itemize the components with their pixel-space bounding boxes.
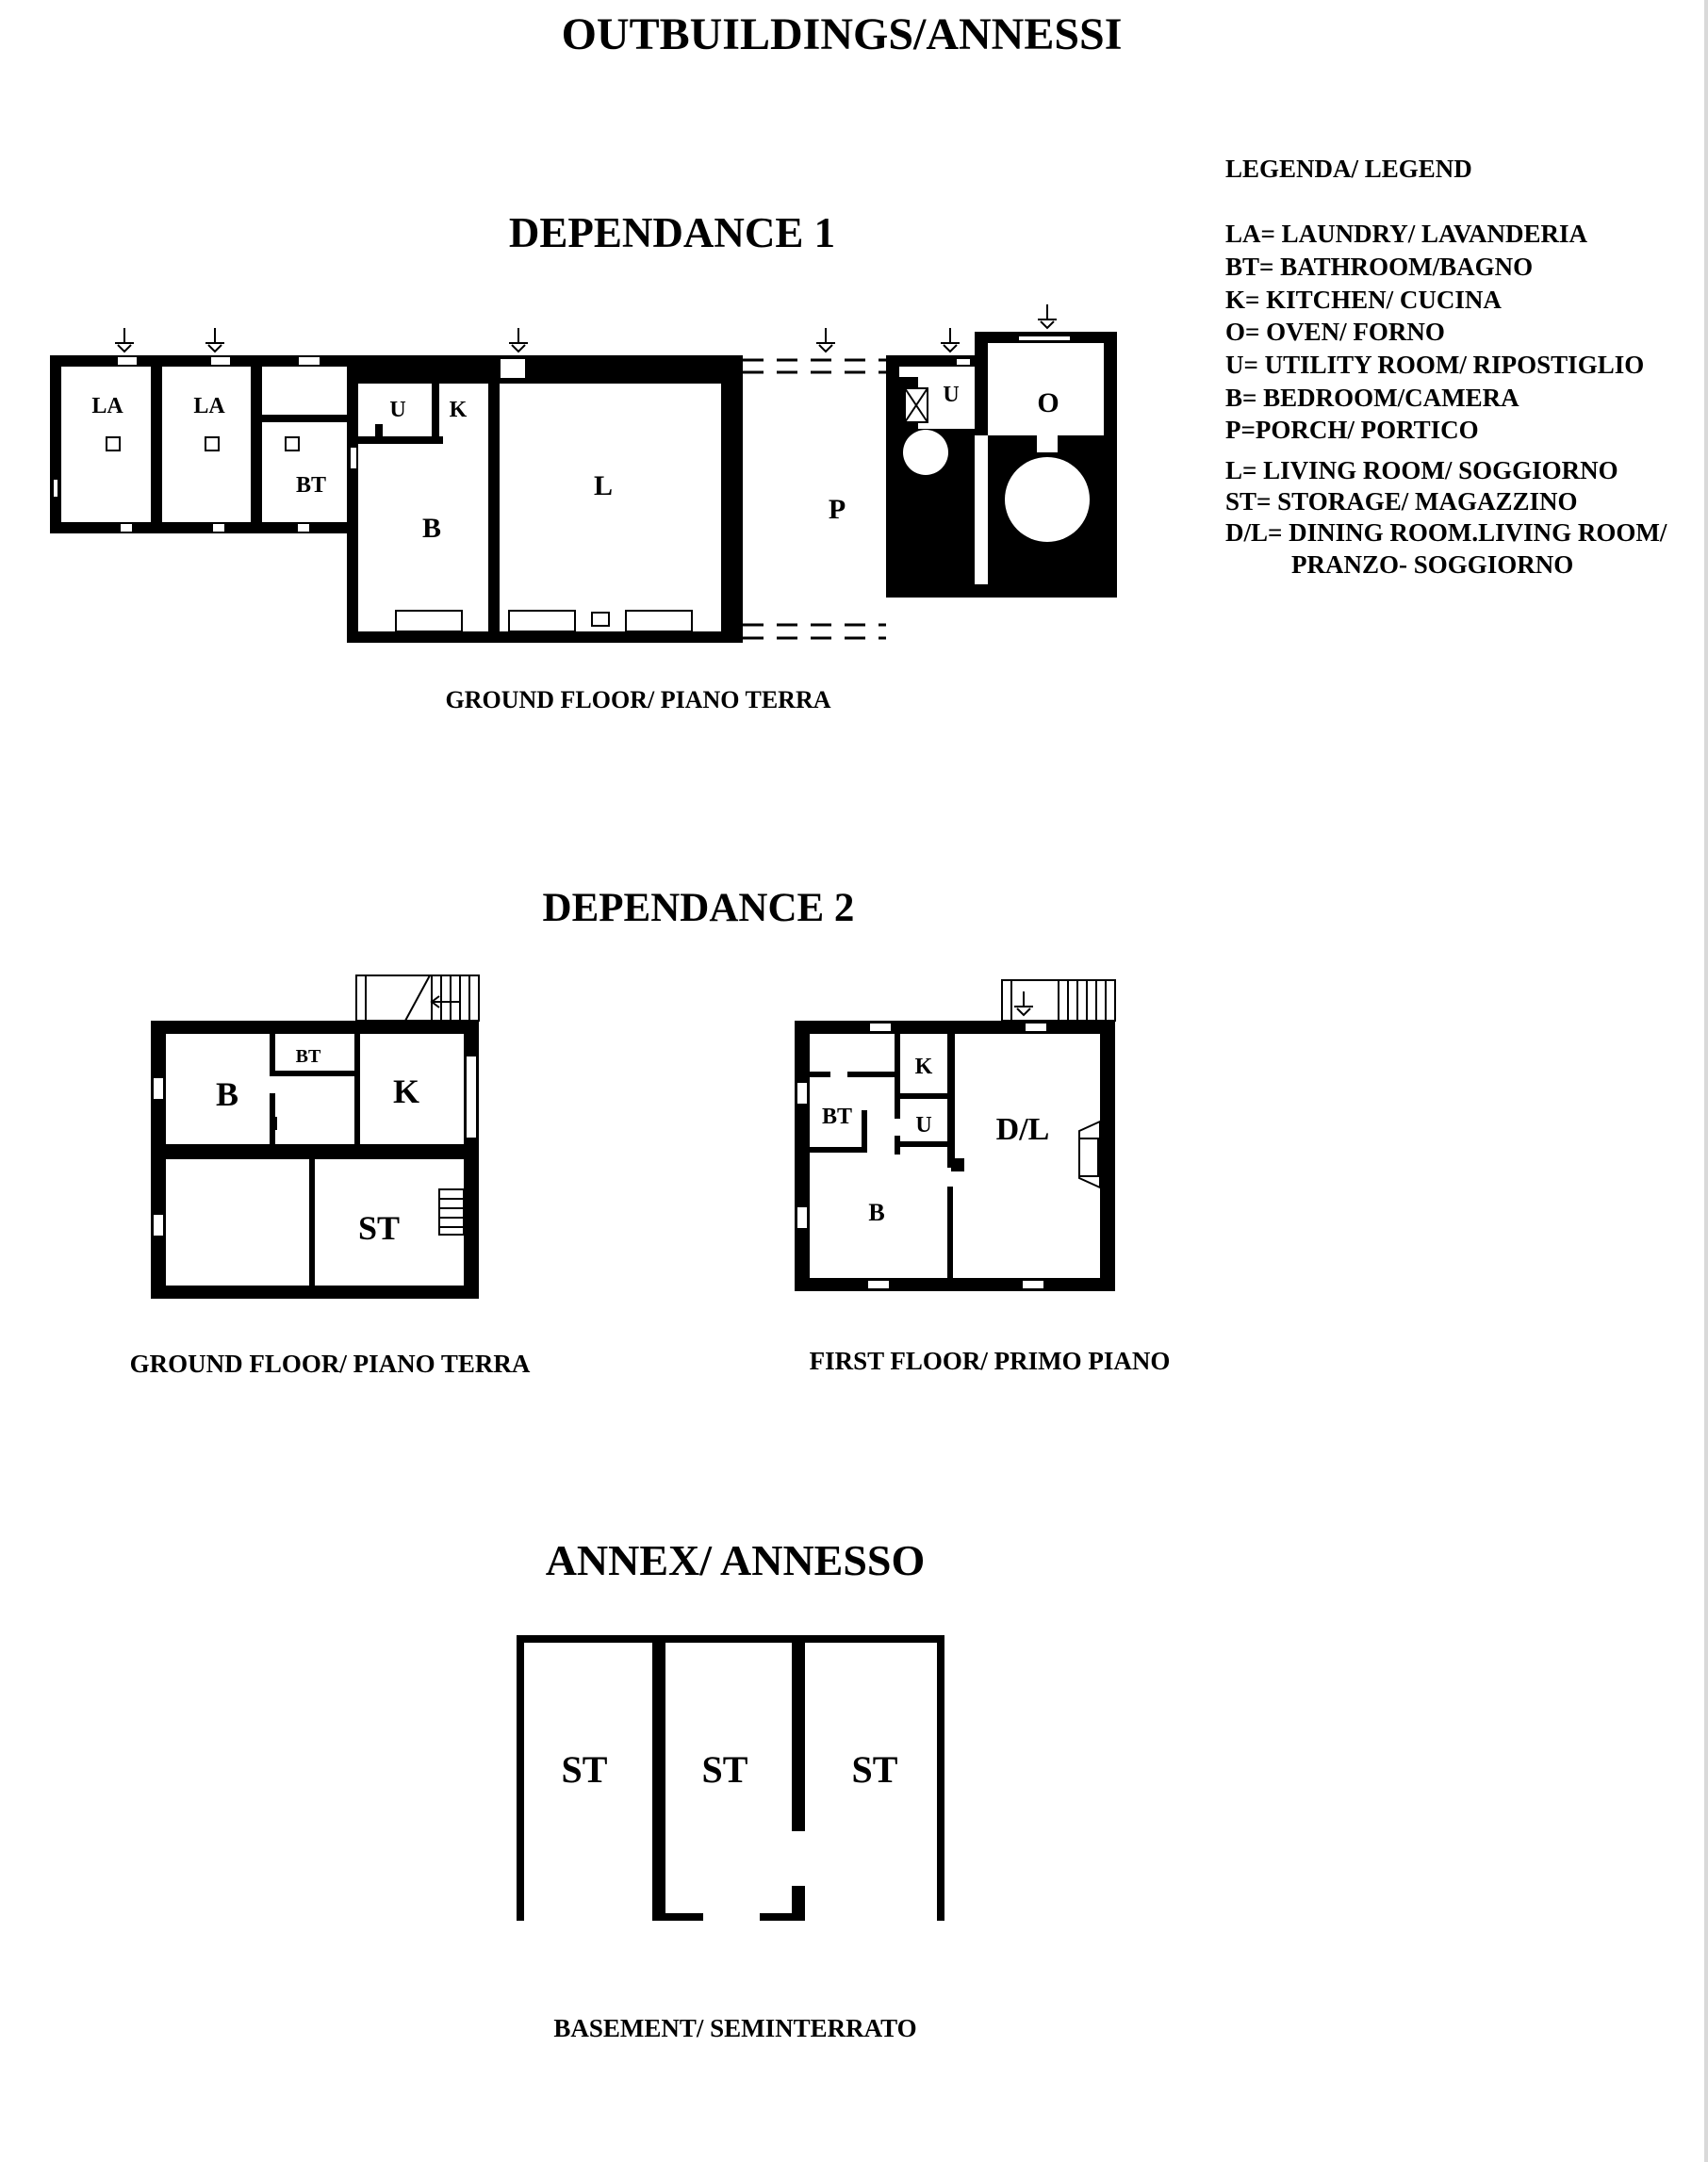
- room-label: ST: [357, 1209, 401, 1247]
- room-label: K: [914, 1055, 933, 1079]
- legend-entry: L= LIVING ROOM/ SOGGIORNO: [1225, 456, 1618, 484]
- dependance2-title: DEPENDANCE 2: [542, 886, 855, 930]
- legend-entry: P=PORCH/ PORTICO: [1225, 416, 1479, 444]
- legend-entry: ST= STORAGE/ MAGAZZINO: [1225, 487, 1578, 516]
- annex-plan: [517, 1536, 944, 2042]
- room-label: B: [215, 1075, 239, 1113]
- room-label: BT: [295, 1046, 321, 1067]
- room-label: U: [915, 1113, 932, 1138]
- room-label: B: [868, 1199, 885, 1226]
- room-label: ST: [851, 1748, 898, 1791]
- room-label: O: [1037, 387, 1059, 418]
- room-label: B: [421, 513, 442, 544]
- room-label: BT: [821, 1105, 853, 1129]
- room-label: U: [389, 398, 406, 422]
- room-label: ST: [701, 1748, 748, 1791]
- dependance1-title: DEPENDANCE 1: [508, 209, 836, 256]
- legend-entry: PRANZO- SOGGIORNO: [1291, 550, 1574, 579]
- annex-floor-label: BASEMENT/ SEMINTERRATO: [553, 2014, 917, 2042]
- annex-title: ANNEX/ ANNESSO: [545, 1536, 926, 1584]
- dependance2-ground-label: GROUND FLOOR/ PIANO TERRA: [129, 1350, 531, 1378]
- legend-heading: LEGENDA/ LEGEND: [1225, 155, 1472, 183]
- legend-entry: U= UTILITY ROOM/ RIPOSTIGLIO: [1225, 351, 1645, 379]
- room-label: D/L: [995, 1112, 1050, 1147]
- room-label: P: [828, 494, 846, 525]
- dependance2-ground-plan: [130, 975, 531, 1378]
- dependance1-plan: [50, 209, 1117, 713]
- room-label: K: [392, 1073, 420, 1110]
- room-label: L: [593, 470, 614, 501]
- room-label: K: [449, 398, 468, 422]
- legend: [1225, 155, 1667, 579]
- legend-entry: B= BEDROOM/CAMERA: [1225, 384, 1519, 412]
- room-label: LA: [91, 394, 123, 418]
- legend-entry: K= KITCHEN/ CUCINA: [1225, 286, 1502, 314]
- legend-entry: LA= LAUNDRY/ LAVANDERIA: [1225, 220, 1587, 248]
- room-label: LA: [193, 394, 225, 418]
- dependance2-first-plan: [795, 980, 1170, 1375]
- dependance2-first-label: FIRST FLOOR/ PRIMO PIANO: [809, 1347, 1171, 1375]
- page-title: OUTBUILDINGS/ANNESSI: [561, 9, 1123, 59]
- room-label: U: [943, 383, 960, 407]
- dependance1-floor-label: GROUND FLOOR/ PIANO TERRA: [445, 686, 831, 713]
- room-label: ST: [561, 1748, 608, 1791]
- legend-entry: BT= BATHROOM/BAGNO: [1225, 253, 1534, 281]
- room-label: BT: [295, 473, 327, 498]
- legend-entry: D/L= DINING ROOM.LIVING ROOM/: [1225, 518, 1667, 547]
- legend-entry: O= OVEN/ FORNO: [1225, 318, 1445, 346]
